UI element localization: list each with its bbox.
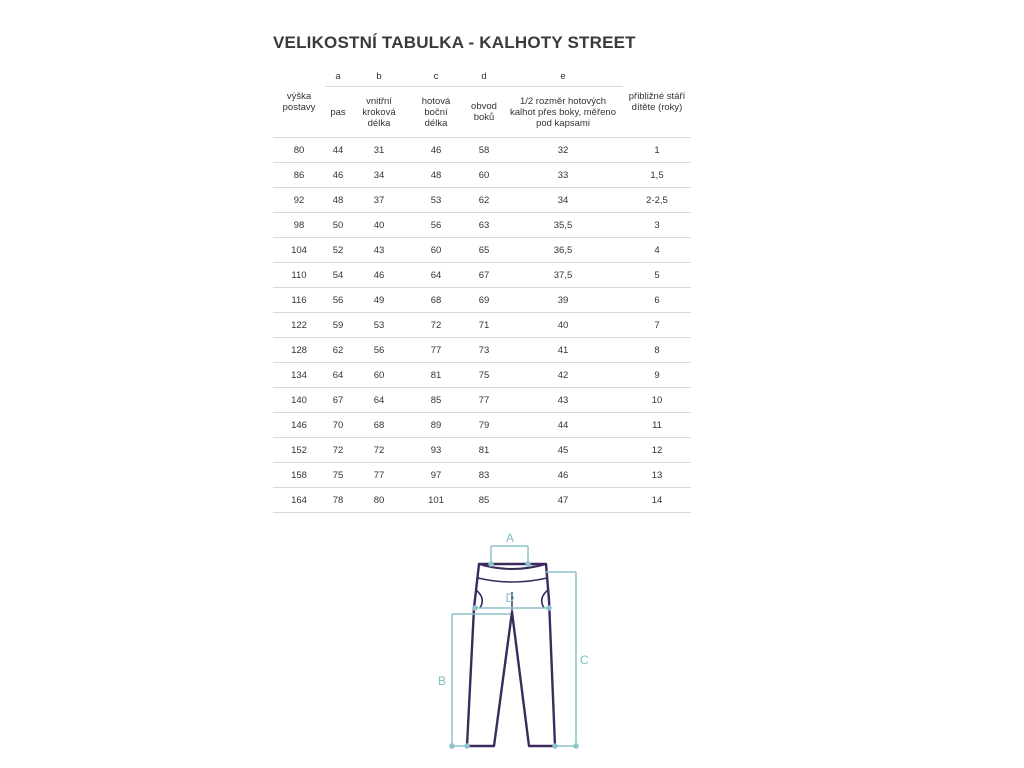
cell-waist: 72 <box>325 438 351 463</box>
letter-c: c <box>407 66 465 87</box>
header-age-line1: přibližné stáří <box>628 90 686 102</box>
label-b: B <box>437 674 447 688</box>
cell-inseam: 77 <box>351 463 407 488</box>
cell-side-length: 81 <box>407 363 465 388</box>
cell-age: 1 <box>623 138 691 163</box>
cell-age: 5 <box>623 263 691 288</box>
cell-inseam: 31 <box>351 138 407 163</box>
header-side-length-line1: hotová <box>421 95 451 107</box>
cell-height: 122 <box>273 313 325 338</box>
header-side-length-line2: boční <box>424 106 448 118</box>
cell-half-hip: 47 <box>503 488 623 513</box>
cell-height: 92 <box>273 188 325 213</box>
table-row <box>273 363 691 388</box>
cell-height: 80 <box>273 138 325 163</box>
cell-side-length: 60 <box>407 238 465 263</box>
cell-age: 11 <box>623 413 691 438</box>
cell-waist: 78 <box>325 488 351 513</box>
cell-hip: 75 <box>465 363 503 388</box>
header-half-hip-line1: 1/2 rozměr hotových <box>519 95 607 107</box>
cell-waist: 62 <box>325 338 351 363</box>
cell-half-hip: 46 <box>503 463 623 488</box>
label-a: A <box>505 531 515 545</box>
table-row <box>273 338 691 363</box>
cell-half-hip: 32 <box>503 138 623 163</box>
cell-waist: 54 <box>325 263 351 288</box>
cell-hip: 71 <box>465 313 503 338</box>
cell-age: 12 <box>623 438 691 463</box>
header-inseam-line1: vnitřní <box>366 95 392 107</box>
table-row <box>273 438 691 463</box>
cell-inseam: 53 <box>351 313 407 338</box>
cell-height: 86 <box>273 163 325 188</box>
table-row <box>273 263 691 288</box>
table-row <box>273 313 691 338</box>
cell-age: 3 <box>623 213 691 238</box>
pants-diagram <box>430 528 600 754</box>
cell-half-hip: 40 <box>503 313 623 338</box>
header-inseam <box>351 87 407 138</box>
page-title: VELIKOSTNÍ TABULKA - KALHOTY STREET <box>273 33 636 52</box>
header-height-line1: výška <box>286 90 312 102</box>
cell-inseam: 80 <box>351 488 407 513</box>
cell-hip: 63 <box>465 213 503 238</box>
cell-waist: 46 <box>325 163 351 188</box>
cell-height: 128 <box>273 338 325 363</box>
cell-side-length: 64 <box>407 263 465 288</box>
header-half-hip-line2: kalhot přes boky, měřeno <box>510 106 616 118</box>
table-row <box>273 138 691 163</box>
cell-age: 10 <box>623 388 691 413</box>
cell-waist: 50 <box>325 213 351 238</box>
table-row <box>273 413 691 438</box>
letter-a: a <box>325 66 351 87</box>
cell-half-hip: 34 <box>503 188 623 213</box>
table-row <box>273 463 691 488</box>
cell-inseam: 68 <box>351 413 407 438</box>
cell-hip: 69 <box>465 288 503 313</box>
header-inseam-line2: kroková <box>362 106 396 118</box>
table-row <box>273 388 691 413</box>
label-d: D <box>505 591 515 605</box>
cell-hip: 62 <box>465 188 503 213</box>
cell-age: 1,5 <box>623 163 691 188</box>
cell-half-hip: 43 <box>503 388 623 413</box>
cell-half-hip: 33 <box>503 163 623 188</box>
header-half-hip <box>503 87 623 138</box>
cell-half-hip: 44 <box>503 413 623 438</box>
letter-header-row <box>273 66 691 87</box>
header-age <box>623 66 691 138</box>
letter-d: d <box>465 66 503 87</box>
cell-age: 13 <box>623 463 691 488</box>
cell-age: 7 <box>623 313 691 338</box>
header-age-line2: dítěte (roky) <box>631 101 683 113</box>
cell-height: 146 <box>273 413 325 438</box>
cell-height: 158 <box>273 463 325 488</box>
header-height-line2: postavy <box>282 101 316 113</box>
header-waist: pas <box>325 87 351 138</box>
cell-height: 164 <box>273 488 325 513</box>
cell-side-length: 101 <box>407 488 465 513</box>
size-table-body <box>273 138 691 513</box>
measure-b <box>450 614 510 748</box>
cell-height: 104 <box>273 238 325 263</box>
cell-side-length: 53 <box>407 188 465 213</box>
cell-side-length: 48 <box>407 163 465 188</box>
cell-side-length: 77 <box>407 338 465 363</box>
cell-waist: 56 <box>325 288 351 313</box>
cell-hip: 60 <box>465 163 503 188</box>
letter-b: b <box>351 66 407 87</box>
cell-side-length: 89 <box>407 413 465 438</box>
cell-side-length: 97 <box>407 463 465 488</box>
cell-hip: 83 <box>465 463 503 488</box>
cell-inseam: 37 <box>351 188 407 213</box>
header-inseam-line3: délka <box>367 117 391 129</box>
cell-hip: 81 <box>465 438 503 463</box>
cell-inseam: 34 <box>351 163 407 188</box>
cell-waist: 75 <box>325 463 351 488</box>
cell-hip: 77 <box>465 388 503 413</box>
cell-height: 98 <box>273 213 325 238</box>
header-hip-line2: boků <box>473 112 495 123</box>
cell-height: 134 <box>273 363 325 388</box>
cell-side-length: 46 <box>407 138 465 163</box>
cell-half-hip: 41 <box>503 338 623 363</box>
cell-inseam: 49 <box>351 288 407 313</box>
cell-age: 14 <box>623 488 691 513</box>
table-row <box>273 288 691 313</box>
cell-waist: 64 <box>325 363 351 388</box>
cell-age: 8 <box>623 338 691 363</box>
cell-half-hip: 35,5 <box>503 213 623 238</box>
cell-inseam: 43 <box>351 238 407 263</box>
cell-waist: 44 <box>325 138 351 163</box>
header-side-length-line3: délka <box>424 117 448 129</box>
cell-half-hip: 39 <box>503 288 623 313</box>
cell-inseam: 60 <box>351 363 407 388</box>
cell-hip: 79 <box>465 413 503 438</box>
cell-waist: 70 <box>325 413 351 438</box>
table-row <box>273 188 691 213</box>
letter-e: e <box>503 66 623 87</box>
cell-hip: 85 <box>465 488 503 513</box>
cell-half-hip: 36,5 <box>503 238 623 263</box>
cell-half-hip: 42 <box>503 363 623 388</box>
cell-inseam: 40 <box>351 213 407 238</box>
cell-hip: 67 <box>465 263 503 288</box>
cell-side-length: 72 <box>407 313 465 338</box>
cell-height: 152 <box>273 438 325 463</box>
cell-height: 140 <box>273 388 325 413</box>
header-height <box>273 66 325 138</box>
table-row <box>273 238 691 263</box>
cell-inseam: 72 <box>351 438 407 463</box>
cell-side-length: 68 <box>407 288 465 313</box>
cell-inseam: 46 <box>351 263 407 288</box>
cell-age: 2-2,5 <box>623 188 691 213</box>
table-row <box>273 488 691 513</box>
cell-hip: 73 <box>465 338 503 363</box>
cell-age: 9 <box>623 363 691 388</box>
cell-height: 110 <box>273 263 325 288</box>
label-c: C <box>580 653 589 667</box>
cell-side-length: 85 <box>407 388 465 413</box>
cell-inseam: 56 <box>351 338 407 363</box>
header-hip <box>465 87 503 138</box>
cell-half-hip: 37,5 <box>503 263 623 288</box>
header-half-hip-line3: pod kapsami <box>536 117 590 129</box>
cell-waist: 48 <box>325 188 351 213</box>
header-hip-line1: obvod <box>471 101 497 112</box>
cell-age: 6 <box>623 288 691 313</box>
cell-inseam: 64 <box>351 388 407 413</box>
size-table <box>273 66 691 513</box>
cell-half-hip: 45 <box>503 438 623 463</box>
table-row <box>273 163 691 188</box>
cell-side-length: 56 <box>407 213 465 238</box>
cell-height: 116 <box>273 288 325 313</box>
cell-side-length: 93 <box>407 438 465 463</box>
cell-age: 4 <box>623 238 691 263</box>
cell-waist: 52 <box>325 238 351 263</box>
table-row <box>273 213 691 238</box>
cell-hip: 65 <box>465 238 503 263</box>
cell-waist: 59 <box>325 313 351 338</box>
cell-waist: 67 <box>325 388 351 413</box>
header-side-length <box>407 87 465 138</box>
cell-hip: 58 <box>465 138 503 163</box>
